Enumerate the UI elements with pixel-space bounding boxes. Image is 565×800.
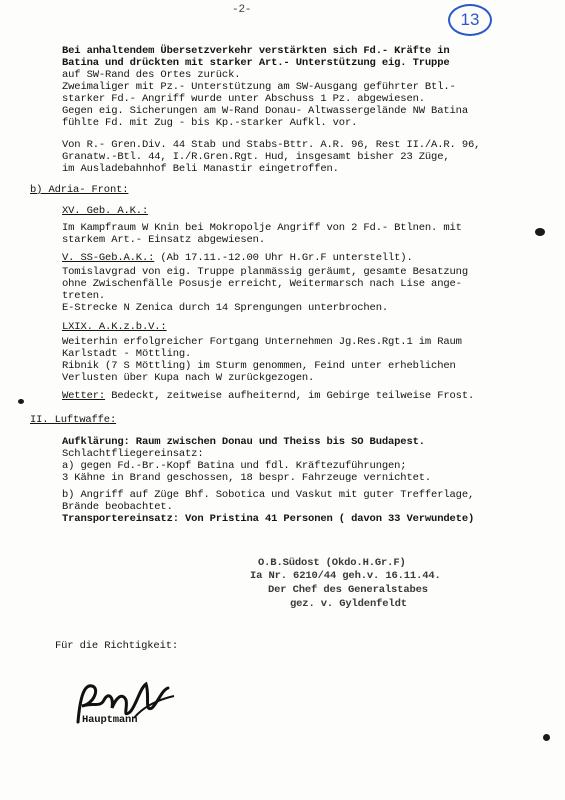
signature-line: O.B.Südost (Okdo.H.Gr.F) <box>258 557 406 569</box>
rank-label: Hauptmann <box>82 714 138 726</box>
text-line: Karlstadt - Möttling. <box>62 348 192 360</box>
section-b-heading: b) Adria- Front: <box>30 184 129 196</box>
text-line: Batina und drückten mit starker Art.- Unterstützung eig. Truppe <box>62 57 450 69</box>
text-line: Weiterhin erfolgreicher Fortgang Unternehmen Jg.Res.Rgt.1 im Raum <box>62 336 462 348</box>
text-line: Schlachtfliegereinsatz: <box>62 448 204 460</box>
text-line: auf SW-Rand des Ortes zurück. <box>62 69 241 81</box>
text-line: Ribnik (7 S Möttling) im Sturm genommen, Feind unter erheblichen <box>62 360 456 372</box>
signature-line: Der Chef des Generalstabes <box>268 584 428 596</box>
page-number-circle: 13 <box>448 4 492 36</box>
text-line: Transportereinsatz: Von Pristina 41 Personen ( davon 33 Verwundete) <box>62 513 475 525</box>
text-line: Bei anhaltendem Übersetzverkehr verstärkten sich Fd.- Kräfte in <box>62 45 450 57</box>
xv-heading: XV. Geb. A.K.: <box>62 205 149 217</box>
text-line: Tomislavgrad von eig. Truppe planmässig geräumt, gesamte Besatzung <box>62 266 468 278</box>
text-line: im Ausladebahnhof Beli Manastir eingetroffen. <box>62 163 339 175</box>
ink-blot <box>18 399 24 404</box>
vss-heading: V. SS-Geb.A.K.: <box>62 252 155 264</box>
certification-label: Für die Richtigkeit: <box>55 640 179 652</box>
signature-line: gez. v. Gyldenfeldt <box>290 598 407 610</box>
text-line: Verlusten über Kupa nach W zurückgezogen. <box>62 372 315 384</box>
text-line: b) Angriff auf Züge Bhf. Sobotica und Vaskut mit guter Trefferlage, <box>62 489 475 501</box>
ink-blot <box>543 734 550 741</box>
text-line: 3 Kähne in Brand geschossen, 18 bespr. Fahrzeuge vernichtet. <box>62 472 432 484</box>
text-line: ohne Zwischenfälle Posusje erreicht, Weitermarsch nach Lise ange- <box>62 278 462 290</box>
lxix-heading: LXIX. A.K.z.b.V.: <box>62 321 167 333</box>
weather-text: Bedeckt, zeitweise aufheiternd, im Gebirge teilweise Frost. <box>111 390 475 402</box>
text-line: treten. <box>62 290 106 302</box>
section-ii-heading: II. Luftwaffe: <box>30 414 117 426</box>
text-line: Gegen eig. Sicherungen am W-Rand Donau- Altwassergelände NW Batina <box>62 105 468 117</box>
text-line: fühlte Fd. mit Zug - bis Kp.-starker Aufkl. vor. <box>62 117 358 129</box>
weather-label: Wetter: <box>62 390 106 402</box>
text-line: Granatw.-Btl. 44, I./R.Gren.Rgt. Hud, insgesamt bisher 23 Züge, <box>62 151 450 163</box>
text-line: Aufklärung: Raum zwischen Donau und Theiss bis SO Budapest. <box>62 436 425 448</box>
text-line: Zweimaliger mit Pz.- Unterstützung am SW-Ausgang geführter Btl.- <box>62 81 456 93</box>
text-line: E-Strecke N Zenica durch 14 Sprengungen unterbrochen. <box>62 302 389 314</box>
page-header: -2- <box>232 4 252 16</box>
text-line: starkem Art.- Einsatz abgewiesen. <box>62 234 265 246</box>
text-line: a) gegen Fd.-Br.-Kopf Batina und fdl. Kräftezuführungen; <box>62 460 407 472</box>
signature-line: Ia Nr. 6210/44 geh.v. 16.11.44. <box>250 570 441 582</box>
text-line: starker Fd.- Angriff wurde unter Abschuss 1 Pz. abgewiesen. <box>62 93 425 105</box>
text-line: Von R.- Gren.Div. 44 Stab und Stabs-Bttr. A.R. 96, Rest II./A.R. 96, <box>62 139 481 151</box>
vss-heading-rest: (Ab 17.11.-12.00 Uhr H.Gr.F unterstellt). <box>160 252 413 264</box>
text-line: Im Kampfraum W Knin bei Mokropolje Angriff von 2 Fd.- Btlnen. mit <box>62 222 462 234</box>
text-line: Brände beobachtet. <box>62 501 173 513</box>
ink-blot <box>535 228 545 236</box>
weather-line <box>62 390 474 402</box>
vss-heading-line <box>62 252 413 264</box>
